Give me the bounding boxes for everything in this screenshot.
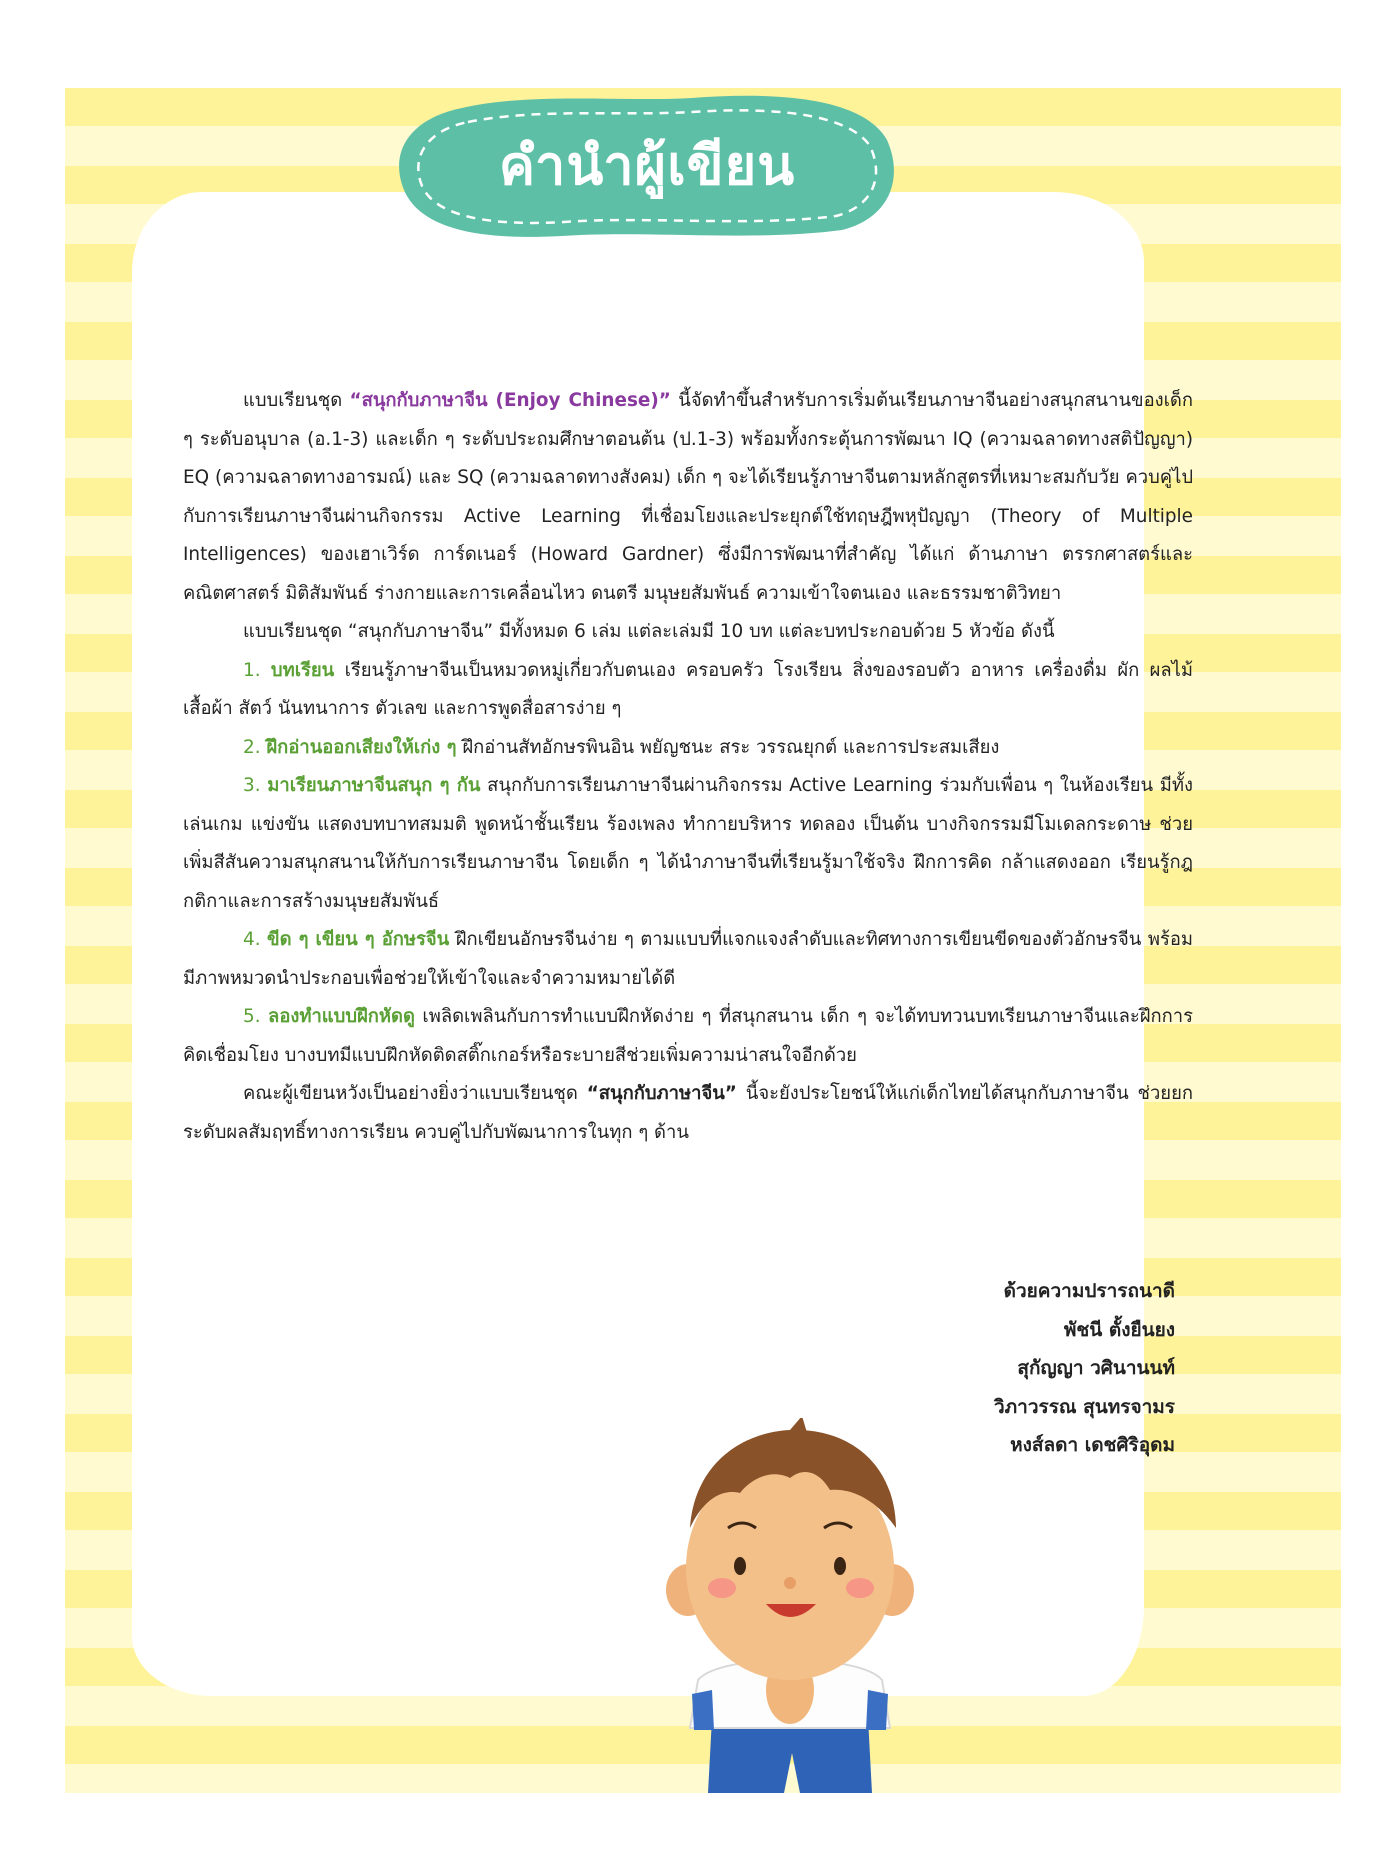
author-name: พัชนี ตั้งยืนยง xyxy=(1063,1318,1175,1341)
item-text: สนุกกับการเรียนภาษาจีนผ่านกิจกรรม Active Learning ร่วมกับเพื่อน ๆ ในห้องเรียน มีทั้งเล่นเกม แข่งขัน แสดงบทบาทสมมติ พูดหน้าชั้นเรียน ร้องเพลง ทำกายบริหาร ทดลอง เป็นต้น บางกิจกรรมมีโมเดลกระดาษ ช่วยเพิ่มสีสันความสนุกสนานให้กับการเรียนภาษาจีน โดยเด็ก ๆ ได้นำภาษาจีนที่เรียนรู้มาใช้จริง ฝึกการคิด กล้าแสดงออก เรียนรู้กฎกติกาและการสร้างมนุษยสัมพันธ์ xyxy=(183,775,1193,912)
item-number: 5. xyxy=(243,1006,261,1027)
list-item xyxy=(183,652,1193,729)
author-name: วิภาวรรณ สุนทรจามร xyxy=(993,1395,1175,1418)
item-number: 4. xyxy=(243,929,261,950)
title-badge xyxy=(392,90,902,240)
series-name: “สนุกกับภาษาจีน (Enjoy Chinese)” xyxy=(349,390,671,411)
item-heading: ขีด ๆ เขียน ๆ อักษรจีน xyxy=(267,929,450,950)
author-name: หงส์ลดา เดชศิริอุดม xyxy=(1010,1434,1175,1456)
list-item xyxy=(183,729,1193,768)
item-heading: มาเรียนภาษาจีนสนุก ๆ กัน xyxy=(267,775,481,796)
closing-text: นี้จะยังประโยชน์ให้แก่เด็กไทยได้สนุกกับภาษาจีน ช่วยยกระดับผลสัมฤทธิ์ทางการเรียน ควบคู่ไปกับพัฒนาการในทุก ๆ ด้าน xyxy=(183,1083,1193,1143)
series-summary-paragraph: แบบเรียนชุด “สนุกกับภาษาจีน” มีทั้งหมด 6 เล่ม แต่ละเล่มมี 10 บท แต่ละบทประกอบด้วย 5 หัวข้อ ดังนี้ xyxy=(243,621,1055,642)
closing-paragraph xyxy=(183,1075,1193,1152)
item-text: ฝึกอ่านสัทอักษรพินอิน พยัญชนะ สระ วรรณยุกต์ และการประสมเสียง xyxy=(456,736,1000,758)
item-number: 2. xyxy=(243,736,261,758)
item-text: เพลิดเพลินกับการทำแบบฝึกหัดง่าย ๆ ที่สนุกสนาน เด็ก ๆ จะได้ทบทวนบทเรียนภาษาจีนและฝึกการคิดเชื่อมโยง บางบทมีแบบฝึกหัดติดสติ๊กเกอร์หรือระบายสีช่วยเพิ่มความน่าสนใจอีกด้วย xyxy=(183,1006,1193,1066)
page-title: คำนำผู้เขียน xyxy=(498,134,796,197)
item-text: เรียนรู้ภาษาจีนเป็นหมวดหมู่เกี่ยวกับตนเอง ครอบครัว โรงเรียน สิ่งของรอบตัว อาหาร เครื่องดื่ม ผัก ผลไม้ เสื้อผ้า สัตว์ นันทนาการ ตัวเลข และการพูดสื่อสารง่าย ๆ xyxy=(183,659,1193,719)
item-heading: ลองทำแบบฝึกหัดดู xyxy=(268,1006,415,1027)
item-number: 3. xyxy=(243,775,261,796)
item-heading: บทเรียน xyxy=(270,659,335,681)
intro-lead: แบบเรียนชุด xyxy=(243,390,350,411)
author-name: สุกัญญา วศินานนท์ xyxy=(1017,1357,1175,1379)
signature-closing: ด้วยความปรารถนาดี xyxy=(1003,1280,1175,1302)
item-text: ฝึกเขียนอักษรจีนง่าย ๆ ตามแบบที่แจกแจงลำดับและทิศทางการเขียนขีดของตัวอักษรจีน พร้อมมีภาพหมวดนำประกอบเพื่อช่วยให้เข้าใจและจำความหมายได้ดี xyxy=(183,929,1193,989)
intro-text: นี้จัดทำขึ้นสำหรับการเริ่มต้นเรียนภาษาจีนอย่างสนุกสนานของเด็ก ๆ ระดับอนุบาล (อ.1-3) และเด็ก ๆ ระดับประถมศึกษาตอนต้น (ป.1-3) พร้อมทั้งกระตุ้นการพัฒนา IQ (ความฉลาดทางสติปัญญา) EQ (ความฉลาดทางอารมณ์) และ SQ (ความฉลาดทางสังคม) เด็ก ๆ จะได้เรียนรู้ภาษาจีนตามหลักสูตรที่เหมาะสมกับวัย ควบคู่ไปกับการเรียนภาษาจีนผ่านกิจกรรม Active Learning ที่เชื่อมโยงและประยุกต์ใช้ทฤษฎีพหุปัญญา (Theory of Multiple Intelligences) ของเฮาเวิร์ด การ์ดเนอร์ (Howard Gardner) ซึ่งมีการพัฒนาที่สำคัญ ได้แก่ ด้านภาษา ตรรกศาสตร์และคณิตศาสตร์ มิติสัมพันธ์ ร่างกายและการเคลื่อนไหว ดนตรี มนุษยสัมพันธ์ ความเข้าใจตนเอง และธรรมชาติวิทยา xyxy=(183,390,1193,604)
list-item xyxy=(183,998,1193,1075)
list-item xyxy=(183,767,1193,921)
intro-paragraph xyxy=(183,382,1193,613)
list-item xyxy=(183,921,1193,998)
closing-series-name: “สนุกกับภาษาจีน” xyxy=(586,1083,737,1104)
item-number: 1. xyxy=(243,659,261,681)
closing-lead: คณะผู้เขียนหวังเป็นอย่างยิ่งว่าแบบเรียนชุด xyxy=(243,1083,587,1104)
body-text xyxy=(183,382,1193,1152)
item-heading: ฝึกอ่านออกเสียงให้เก่ง ๆ xyxy=(266,736,457,758)
boy-illustration xyxy=(640,1418,940,1793)
